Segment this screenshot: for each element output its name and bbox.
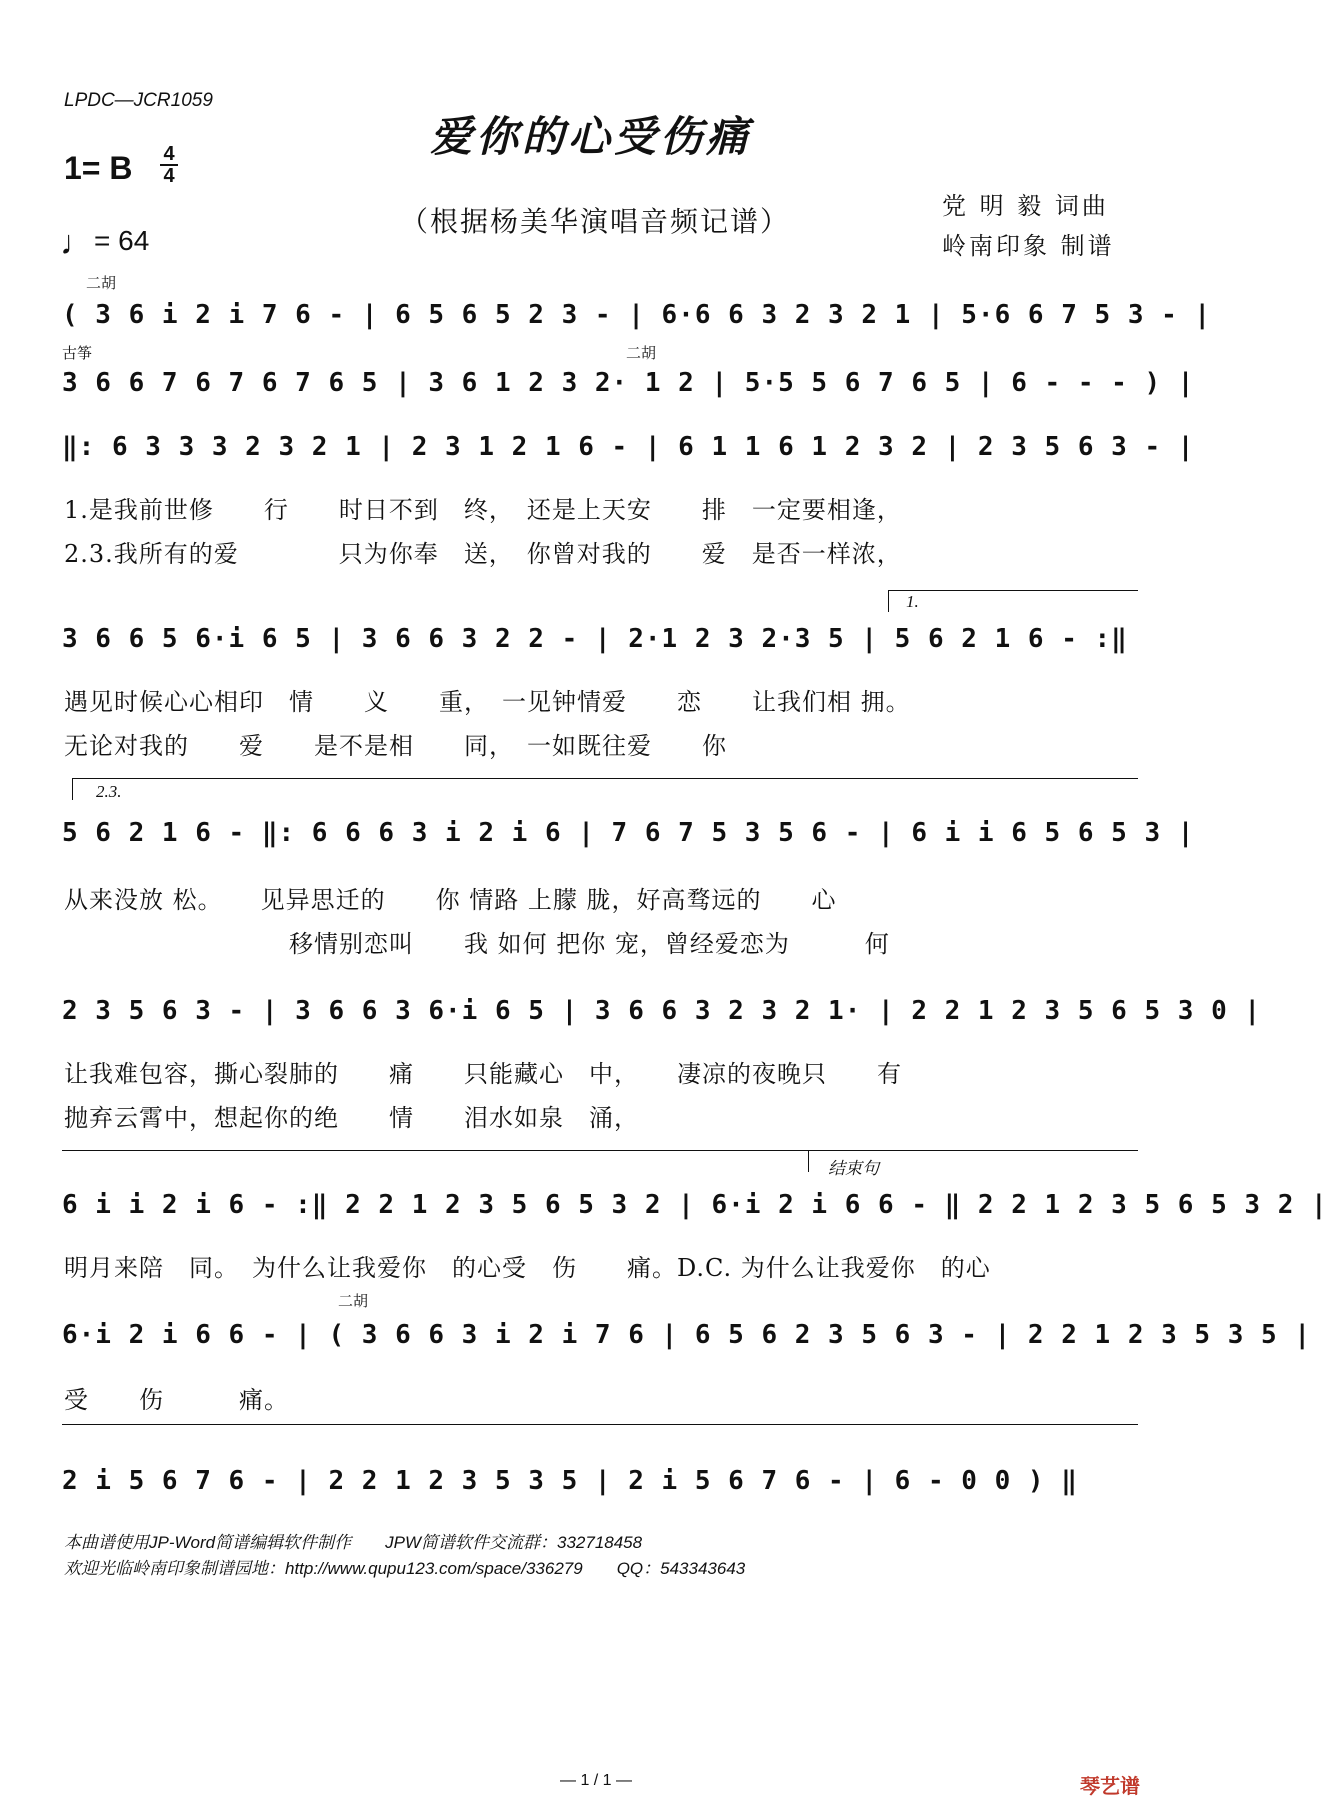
tempo-marking xyxy=(60,224,149,263)
lyric-line-6-verse-2: 抛弃云霄中，想起你的绝 情 泪水如泉 涌， xyxy=(64,1104,639,1132)
system-bracket xyxy=(62,1150,1138,1151)
staff-line-7: 6 i i 2 i 6 - :‖ 2 2 1 2 3 5 6 5 3 2 | 6·i 2 i 6 6 - ‖ 2 2 1 2 3 5 6 5 3 2 | xyxy=(62,1190,1328,1220)
volta-bracket-edge xyxy=(72,778,73,800)
key-signature: 1= B xyxy=(64,150,133,186)
lyric-line-4-verse-2: 无论对我的 爱 是不是相 同， 一如既往爱 你 xyxy=(64,732,727,760)
lyric-line-8: 受 伤 痛。 xyxy=(64,1386,289,1414)
lyric-line-5-verse-1: 从来没放 松。 见异思迁的 你 情路 上朦 胧，好高骛远的 心 xyxy=(64,886,837,914)
volta-23-label: 2.3. xyxy=(96,782,122,801)
instrument-label-erhu: 二胡 xyxy=(338,1292,369,1310)
song-title: 爱你的心受伤痛 xyxy=(430,112,753,161)
lyric-line-3-verse-2: 2.3.我所有的爱 只为你奉 送， 你曾对我的 爱 是否一样浓， xyxy=(64,540,902,568)
staff-line-6: 2 3 5 6 3 - | 3 6 6 3 6·i 6 5 | 3 6 6 3 2 3 2 1· | 2 2 1 2 3 5 6 5 3 0 | xyxy=(62,996,1262,1026)
instrument-label-erhu: 二胡 xyxy=(626,344,657,362)
tempo-value: = 64 xyxy=(94,225,150,256)
staff-line-5: 5 6 2 1 6 - ‖: 6 6 6 3 i 2 i 6 | 7 6 7 5 3 5 6 - | 6 i i 6 5 6 5 3 | xyxy=(62,818,1195,848)
instrument-label-guzheng: 古筝 xyxy=(62,344,93,362)
page-number: — 1 / 1 — xyxy=(560,1772,633,1789)
lyricist-composer-credit: 党 明 毅 词曲 xyxy=(942,192,1109,220)
lyric-line-6-verse-1: 让我难包容，撕心裂肺的 痛 只能藏心 中， 凄凉的夜晚只 有 xyxy=(64,1060,902,1088)
staff-line-3: ‖: 6 3 3 3 2 3 2 1 | 2 3 1 2 1 6 - | 6 1 1 6 1 2 3 2 | 2 3 5 6 3 - | xyxy=(62,432,1195,462)
quarter-note-icon: ♩ xyxy=(60,224,94,262)
volta-bracket-edge xyxy=(888,590,889,612)
system-bracket xyxy=(62,1424,1138,1425)
ending-bracket-edge xyxy=(808,1150,809,1172)
volta-bracket xyxy=(888,590,1138,591)
staff-line-2: 3 6 6 7 6 7 6 7 6 5 | 3 6 1 2 3 2· 1 2 | 5·5 5 6 7 6 5 | 6 - - - ) | xyxy=(62,368,1195,398)
lyric-line-3-verse-1: 1.是我前世修 行 时日不到 终， 还是上天安 排 一定要相逢， xyxy=(64,496,902,524)
footer-software-note: 本曲谱使用JP-Word简谱编辑软件制作 JPW简谱软件交流群：332718458 xyxy=(64,1533,643,1552)
ending-label: 结束句 xyxy=(828,1159,879,1178)
arranger-credit: 岭南印象 制谱 xyxy=(942,232,1115,260)
lyric-line-5-verse-2: 移情别恋叫 我 如何 把你 宠，曾经爱恋为 何 xyxy=(64,930,890,958)
song-subtitle: （根据杨美华演唱音频记谱） xyxy=(400,205,791,238)
time-signature-bottom: 4 xyxy=(163,165,175,187)
volta-1-label: 1. xyxy=(906,592,919,611)
staff-line-1: ( 3 6 i 2 i 7 6 - | 6 5 6 5 2 3 - | 6·6 6 3 2 3 2 1 | 5·6 6 7 5 3 - | xyxy=(62,300,1212,330)
instrument-label-erhu: 二胡 xyxy=(86,274,117,292)
volta-bracket xyxy=(72,778,1138,779)
staff-line-9: 2 i 5 6 7 6 - | 2 2 1 2 3 5 3 5 | 2 i 5 6 7 6 - | 6 - 0 0 ) ‖ xyxy=(62,1466,1078,1496)
time-signature xyxy=(160,144,178,186)
score-code: LPDC—JCR1059 xyxy=(64,90,213,111)
site-logo: 琴艺谱 xyxy=(1080,1774,1140,1798)
staff-line-4: 3 6 6 5 6·i 6 5 | 3 6 6 3 2 2 - | 2·1 2 3 2·3 5 | 5 6 2 1 6 - :‖ xyxy=(62,624,1128,654)
lyric-line-4-verse-1: 遇见时候心心相印 情 义 重， 一见钟情爱 恋 让我们相 拥。 xyxy=(64,688,911,716)
lyric-line-7: 明月来陪 同。 为什么让我爱你 的心受 伤 痛。D.C. 为什么让我爱你 的心 xyxy=(64,1254,991,1282)
time-signature-top: 4 xyxy=(163,143,175,165)
footer-website-note: 欢迎光临岭南印象制谱园地：http://www.qupu123.com/space/336279 QQ：543343643 xyxy=(64,1559,746,1578)
staff-line-8: 6·i 2 i 6 6 - | ( 3 6 6 3 i 2 i 7 6 | 6 5 6 2 3 5 6 3 - | 2 2 1 2 3 5 3 5 | xyxy=(62,1320,1311,1350)
